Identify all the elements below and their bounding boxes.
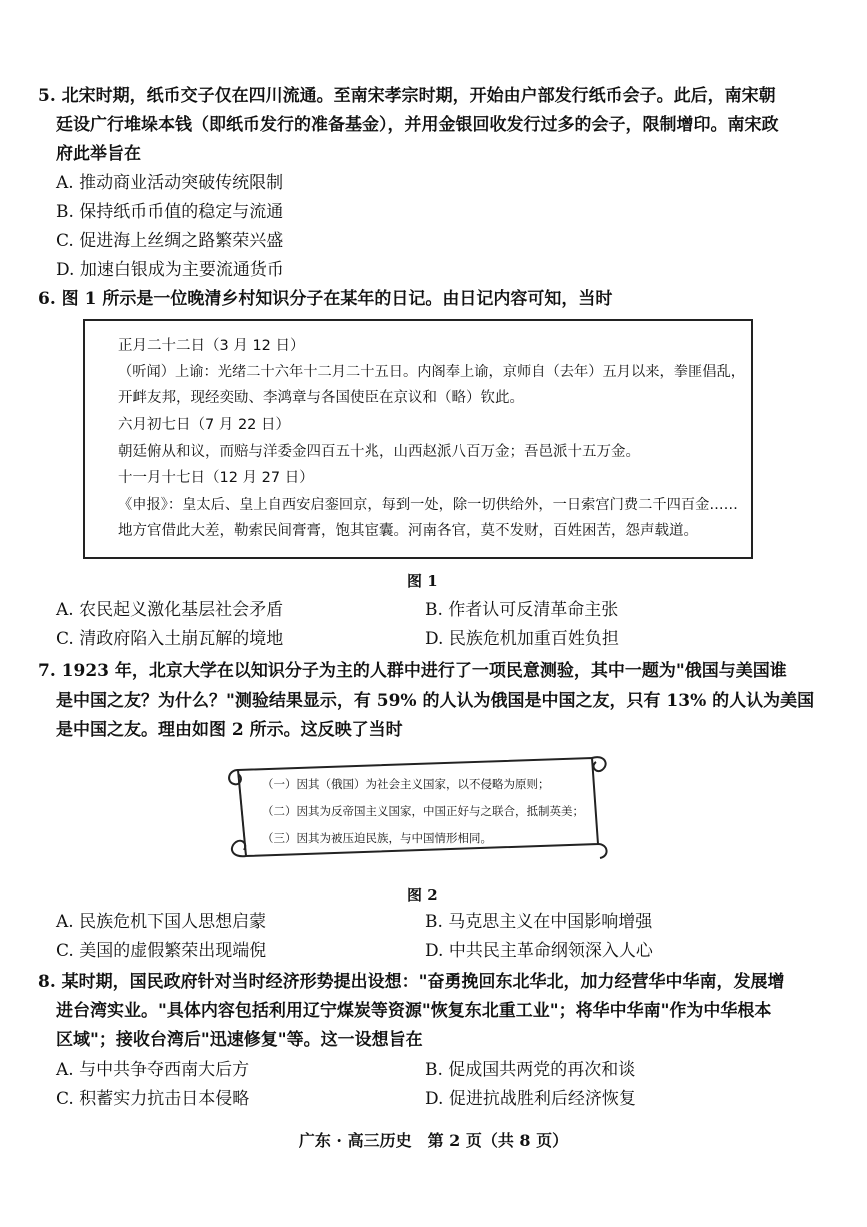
page-footer: 广东 · 高三历史 第 2 页（共 8 页） [298,1131,569,1150]
q5-option-d: D. 加速白银成为主要流通货币 [56,260,284,280]
q6-option-b: B. 作者认可反清革命主张 [425,600,619,620]
scroll-line-3: （三）因其为被压迫民族，与中国情形相同。 [262,831,492,845]
scroll-line-1: （一）因其（俄国）为社会主义国家，以不侵略为原则； [262,777,550,791]
q8-option-d: D. 促进抗战胜利后经济恢复 [425,1089,636,1109]
q7-option-b: B. 马克思主义在中国影响增强 [425,912,653,932]
scroll-line-2: （二）因其为反帝国主义国家，中国正好与之联合，抵制英美； [262,804,584,818]
diary-line-2: （听闻）上谕：光绪二十六年十二月二十五日。内阁奉上谕，京师自（去年）五月以来，拳匪倡乱， [118,364,746,380]
q5-option-b: B. 保持纸币币值的稳定与流通 [56,202,284,222]
diary-line-7: 《申报》：皇太后、皇上自西安启銮回京，每到一处，除一切供给外，一日索宫门费二千四百金…… [118,497,738,513]
q5-stem-line-3: 府此举旨在 [56,144,141,164]
diary-line-6: 十一月十七日（12 月 27 日） [118,470,314,486]
q8-option-a: A. 与中共争夺西南大后方 [56,1060,250,1080]
q7-stem-line-1: 7. 1923 年，北京大学在以知识分子为主的人群中进行了一项民意测验，其中一题为"俄国与美国谁 [38,661,787,681]
figure-1-caption: 图 1 [407,572,438,590]
diary-line-3: 开衅友邦，现经奕劻、李鸿章与各国使臣在京议和（略）钦此。 [118,390,524,406]
q8-stem-line-2: 进台湾实业。"具体内容包括利用辽宁煤炭等资源"恢复东北重工业"；将华中华南"作为中华根本 [56,1001,772,1021]
diary-line-8: 地方官借此大差，勒索民间膏膏，饱其宦囊。河南各官，莫不发财，百姓困苦，怨声载道。 [118,523,698,539]
q5-option-a: A. 推动商业活动突破传统限制 [56,173,284,193]
q5-option-c: C. 促进海上丝绸之路繁荣兴盛 [56,231,284,251]
q7-stem-line-2: 是中国之友？为什么？"测验结果显示，有 59% 的人认为俄国是中国之友，只有 13% 的人认为美国 [56,691,815,711]
diary-line-1: 正月二十二日（3 月 12 日） [118,338,305,354]
q8-stem-line-3: 区域"；接收台湾后"迅速修复"等。这一设想旨在 [56,1030,423,1050]
q7-option-d: D. 中共民主革命纲领深入人心 [425,941,653,961]
q8-option-b: B. 促成国共两党的再次和谈 [425,1060,636,1080]
q8-stem-line-1: 8. 某时期，国民政府针对当时经济形势提出设想："奋勇挽回东北华北，加力经营华中华南，发展增 [38,972,785,992]
diary-line-5: 朝廷俯从和议，而赔与洋委金四百五十兆，山西赵派八百万金；吾邑派十五万金。 [118,444,640,460]
figure-2-caption: 图 2 [407,886,438,904]
diary-line-4: 六月初七日（7 月 22 日） [118,417,291,433]
q6-option-c: C. 清政府陷入土崩瓦解的境地 [56,629,284,649]
q7-option-c: C. 美国的虚假繁荣出现端倪 [56,941,267,961]
q6-option-a: A. 农民起义激化基层社会矛盾 [56,600,284,620]
q7-stem-line-3: 是中国之友。理由如图 2 所示。这反映了当时 [56,720,403,740]
q6-stem: 6. 图 1 所示是一位晚清乡村知识分子在某年的日记。由日记内容可知，当时 [38,289,613,309]
q6-option-d: D. 民族危机加重百姓负担 [425,629,619,649]
q5-stem-line-2: 廷设广行堆垛本钱（即纸币发行的准备基金），并用金银回收发行过多的会子，限制增印。南宋政 [56,115,779,135]
q7-option-a: A. 民族危机下国人思想启蒙 [56,912,267,932]
q5-stem-line-1: 5. 北宋时期，纸币交子仅在四川流通。至南宋孝宗时期，开始由户部发行纸币会子。此后，南宋朝 [38,86,776,106]
q8-option-c: C. 积蓄实力抗击日本侵略 [56,1089,250,1109]
